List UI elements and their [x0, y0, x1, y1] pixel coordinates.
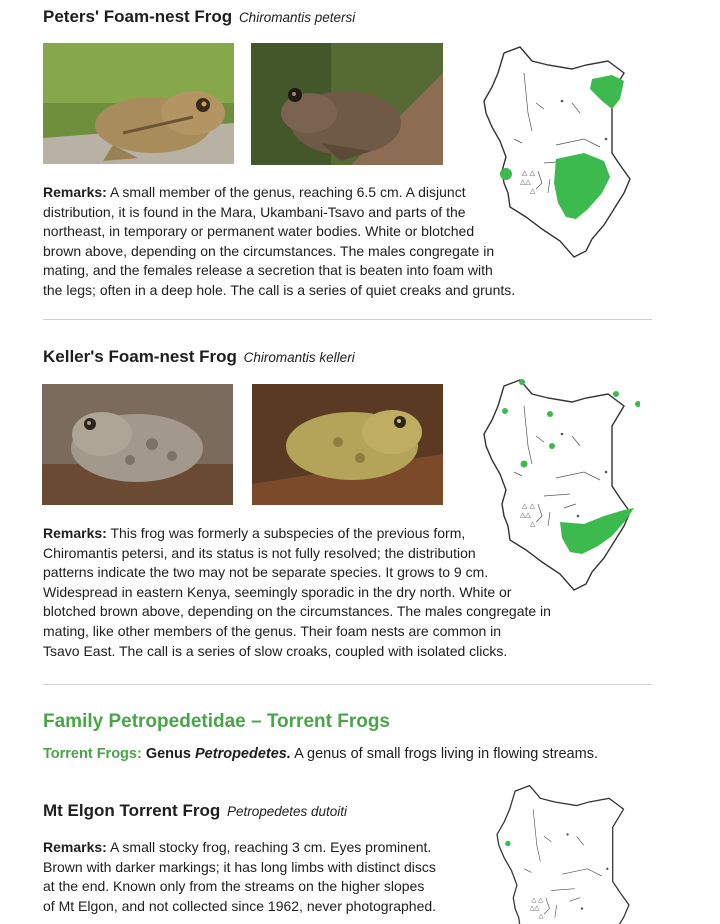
remarks-line: patterns indicate the two may not be separate species. It grows to 9 cm. — [43, 564, 489, 581]
remarks-line: brown above, depending on the circumstances. The males congregate in — [43, 242, 495, 259]
kenya-distribution-map — [488, 782, 638, 924]
remarks-line: at the end. Known only from the streams on the higher slopes — [43, 878, 425, 895]
scientific-name: Petropedetes dutoiti — [226, 804, 348, 819]
remarks-label: Remarks: — [43, 525, 107, 541]
genus-label: Torrent Frogs: — [43, 746, 142, 762]
genus-name: Petropedetes. — [195, 746, 291, 762]
remarks-line: Tsavo East. The call is a series of slow croaks, coupled with isolated clicks. — [43, 642, 508, 659]
remarks-label: Remarks: — [43, 184, 107, 200]
species-title — [43, 801, 347, 821]
frog-photo — [252, 384, 443, 505]
family-heading: Family Petropedetidae – Torrent Frogs — [43, 711, 391, 732]
remarks-line: Widespread in eastern Kenya, seemingly sporadic in the dry north. White or — [43, 583, 512, 600]
remarks-line: A small member of the genus, reaching 6.5 cm. A disjunct — [109, 184, 466, 200]
remarks-line: A small stocky frog, reaching 3 cm. Eyes prominent. — [109, 839, 432, 855]
remarks-line: Chiromantis petersi, and its status is not fully resolved; the distribution — [43, 544, 476, 561]
remarks-line: This frog was formerly a subspecies of the previous form, — [110, 525, 466, 541]
remarks-line: Brown with darker markings; it has long limbs with distinct discs — [43, 858, 436, 875]
remarks-line: distribution, it is found in the Mara, Ukambani-Tsavo and parts of the — [43, 203, 466, 220]
genus-description: A genus of small frogs living in flowing streams. — [294, 746, 598, 762]
remarks-line: mating, like other members of the genus. Their foam nests are common in — [43, 622, 502, 639]
frog-photo — [251, 43, 443, 165]
remarks-text — [43, 183, 543, 301]
frog-photo — [43, 43, 234, 164]
remarks-text — [43, 838, 483, 916]
common-name: Mt Elgon Torrent Frog — [43, 801, 221, 820]
scientific-name: Chiromantis petersi — [238, 10, 356, 25]
remarks-line: northeast, in temporary or permanent water bodies. White or blotched — [43, 223, 475, 240]
scientific-name: Chiromantis kelleri — [243, 350, 355, 365]
remarks-line: of Mt Elgon, and not collected since 1962, never photographed. — [43, 897, 437, 914]
remarks-line: mating, and the females release a secretion that is beaten into foam with — [43, 262, 493, 279]
genus-prefix: Genus — [145, 746, 191, 762]
remarks-line: the legs; often in a deep hole. The call is a series of quiet creaks and grunts. — [43, 281, 516, 298]
frog-photo — [42, 384, 233, 505]
section-divider — [43, 319, 652, 320]
genus-line — [43, 746, 598, 762]
common-name: Keller's Foam-nest Frog — [43, 347, 237, 366]
common-name: Peters' Foam-nest Frog — [43, 7, 233, 26]
species-title — [43, 7, 355, 27]
section-divider — [43, 684, 652, 685]
remarks-text — [43, 524, 563, 661]
remarks-label: Remarks: — [43, 839, 107, 855]
remarks-line: blotched brown above, depending on the circumstances. The males congregate in — [43, 603, 551, 620]
species-title — [43, 347, 355, 367]
